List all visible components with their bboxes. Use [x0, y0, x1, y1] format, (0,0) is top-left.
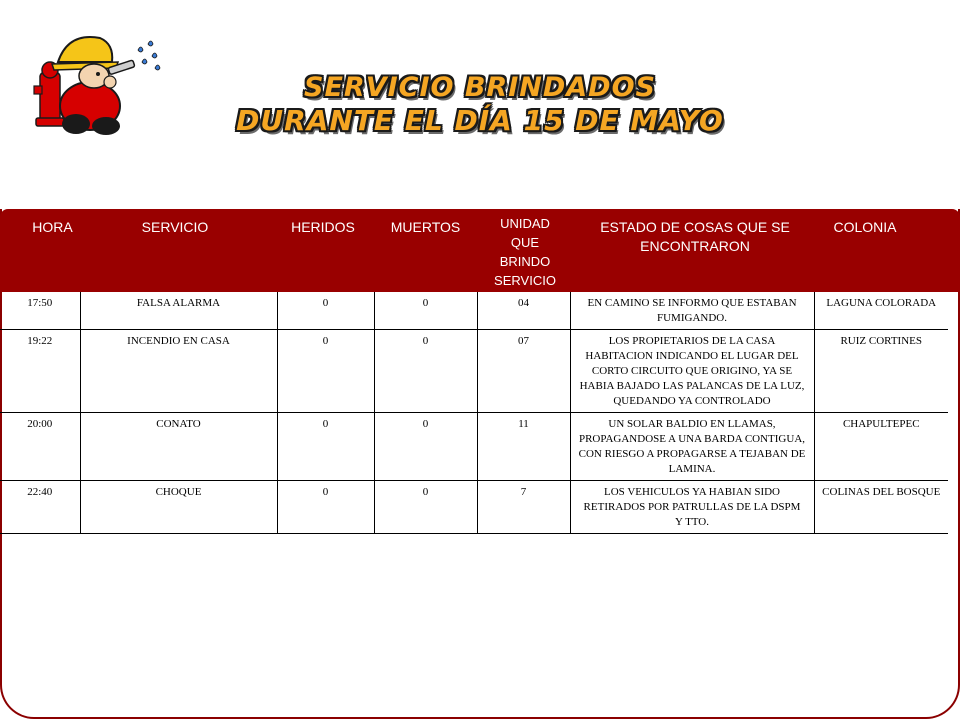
cell-muertos: 0 [374, 330, 477, 413]
header-hora: HORA [32, 219, 73, 235]
cell-heridos: 0 [277, 413, 374, 481]
cell-hora: 17:50 [0, 292, 80, 330]
table-header [0, 209, 960, 292]
cell-servicio: INCENDIO EN CASA [80, 330, 277, 413]
cell-colonia: RUIZ CORTINES [814, 330, 948, 413]
cell-colonia: COLINAS DEL BOSQUE [814, 481, 948, 534]
cell-muertos: 0 [374, 413, 477, 481]
header-servicio: SERVICIO [141, 219, 209, 235]
cell-heridos: 0 [277, 481, 374, 534]
table-row [0, 481, 948, 534]
cell-colonia: CHAPULTEPEC [814, 413, 948, 481]
cell-hora: 22:40 [0, 481, 80, 534]
page-title: SERVICIO BRINDADOS [304, 72, 656, 103]
cell-unidad: 11 [477, 413, 570, 481]
cell-servicio: FALSA ALARMA [80, 292, 277, 330]
cell-servicio: CHOQUE [80, 481, 277, 534]
firefighter-mascot-icon [28, 28, 168, 146]
cell-heridos: 0 [277, 292, 374, 330]
cell-servicio: CONATO [80, 413, 277, 481]
header-colonia: COLONIA [833, 219, 897, 235]
cell-estado: UN SOLAR BALDIO EN LLAMAS, PROPAGANDOSE A UNA BARDA CONTIGUA, CON RIESGO A PROPAGARSE A TEJABAN DE LAMINA. [570, 413, 814, 481]
page-subtitle: DURANTE EL DÍA 15 DE MAYO [236, 104, 724, 137]
cell-colonia: LAGUNA COLORADA [814, 292, 948, 330]
header-unidad: UNIDAD QUE BRINDO SERVICIO [494, 216, 556, 288]
cell-estado: LOS VEHICULOS YA HABIAN SIDO RETIRADOS POR PATRULLAS DE LA DSPM Y TTO. [570, 481, 814, 534]
cell-hora: 20:00 [0, 413, 80, 481]
cell-unidad: 07 [477, 330, 570, 413]
cell-muertos: 0 [374, 481, 477, 534]
table-row [0, 330, 948, 413]
header-heridos: HERIDOS [291, 219, 355, 235]
cell-muertos: 0 [374, 292, 477, 330]
cell-estado: EN CAMINO SE INFORMO QUE ESTABAN FUMIGANDO. [570, 292, 814, 330]
header-estado: ESTADO DE COSAS QUE SE ENCONTRARON [600, 219, 790, 254]
header-muertos: MUERTOS [390, 219, 461, 235]
cell-unidad: 04 [477, 292, 570, 330]
cell-estado: LOS PROPIETARIOS DE LA CASA HABITACION INDICANDO EL LUGAR DEL CORTO CIRCUITO QUE ORIGINO, YA SE HABIA BAJADO LAS PALANCAS DE LA LUZ, QUEDANDO YA CONTROLADO [570, 330, 814, 413]
cell-unidad: 7 [477, 481, 570, 534]
cell-hora: 19:22 [0, 330, 80, 413]
table-row [0, 413, 948, 481]
cell-heridos: 0 [277, 330, 374, 413]
services-table [0, 292, 948, 534]
table-row [0, 292, 948, 330]
